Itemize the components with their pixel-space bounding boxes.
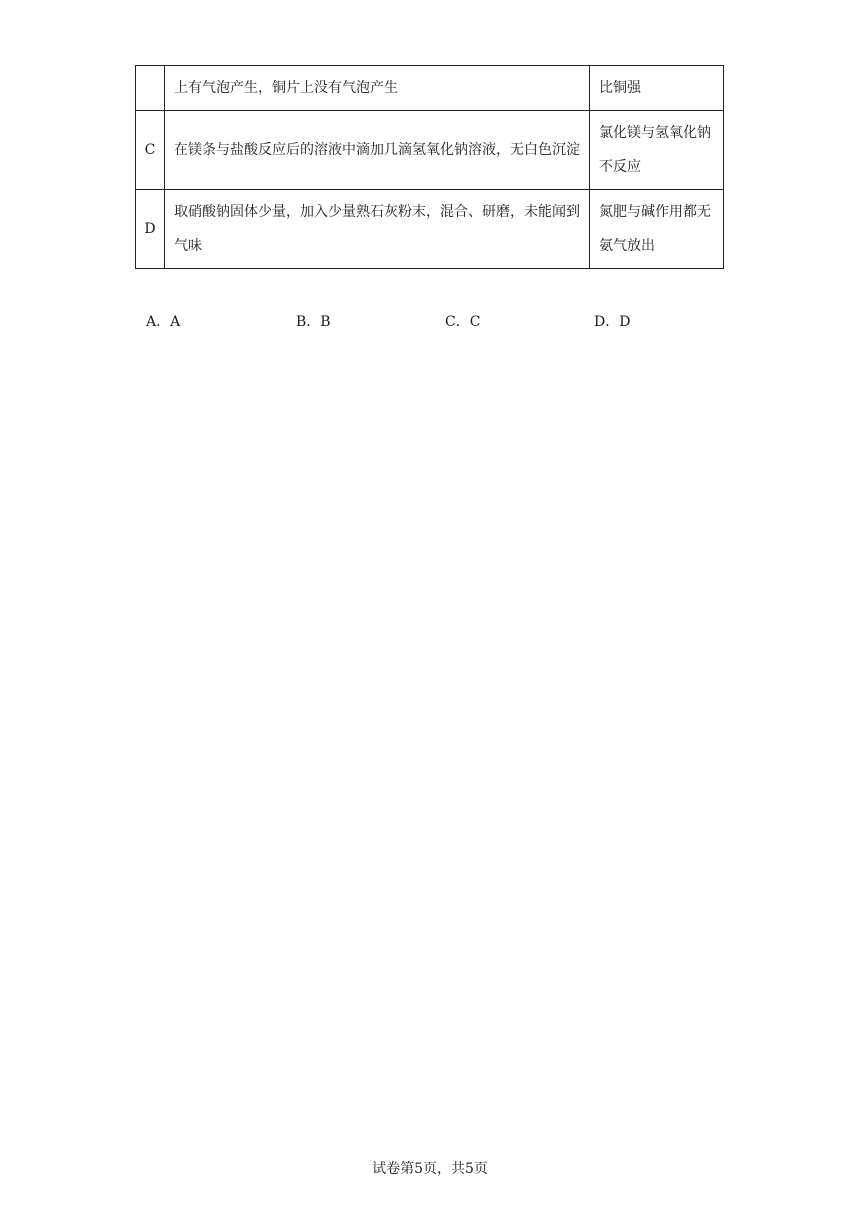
table-row xyxy=(136,66,724,111)
conclusion-cell: 氮肥与碱作用都无氨气放出 xyxy=(590,190,724,269)
question-table xyxy=(135,65,724,269)
experiment-cell: 在镁条与盐酸反应后的溶液中滴加几滴氢氧化钠溶液，无白色沉淀 xyxy=(165,111,590,190)
experiment-cell: 取硝酸钠固体少量，加入少量熟石灰粉末，混合、研磨，未能闻到气味 xyxy=(165,190,590,269)
option-c[interactable]: C．C xyxy=(445,314,481,330)
option-b[interactable]: B．B xyxy=(296,314,331,330)
table-row xyxy=(136,111,724,190)
conclusion-cell: 氯化镁与氢氧化钠不反应 xyxy=(590,111,724,190)
table-row xyxy=(136,190,724,269)
row-label: C xyxy=(136,111,165,190)
row-label: D xyxy=(136,190,165,269)
page-footer: 试卷第5页，共5页 xyxy=(372,1161,488,1177)
conclusion-cell: 比铜强 xyxy=(590,66,724,111)
row-label xyxy=(136,66,165,111)
option-d[interactable]: D．D xyxy=(594,314,631,330)
experiment-cell: 上有气泡产生，铜片上没有气泡产生 xyxy=(165,66,590,111)
option-a[interactable]: A．A xyxy=(146,314,181,330)
